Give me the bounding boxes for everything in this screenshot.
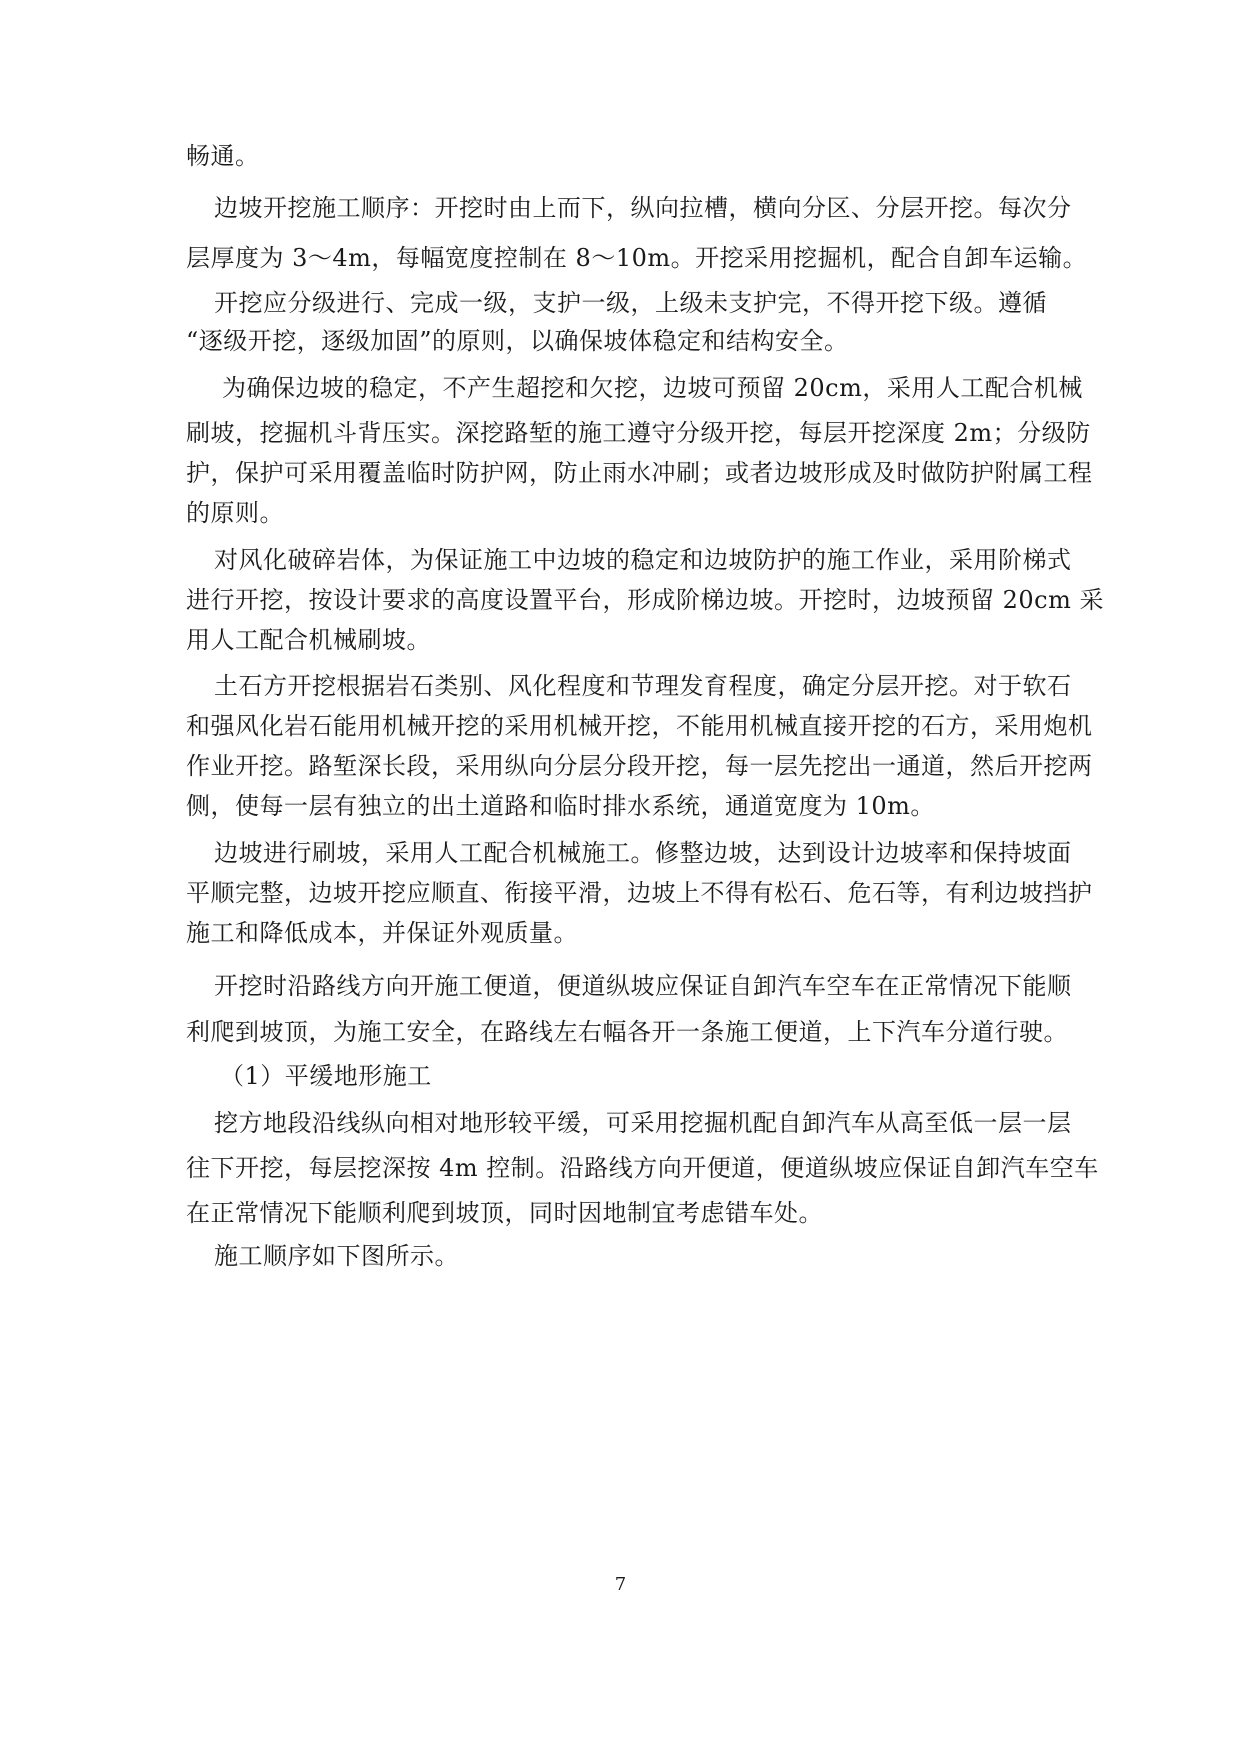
text-line: 层厚度为 3～4m，每幅宽度控制在 8～10m。开挖采用挖掘机，配合自卸车运输。 (186, 244, 1088, 272)
page-number: 7 (614, 1574, 627, 1595)
text-line: 利爬到坡顶，为施工安全，在路线左右幅各开一条施工便道，上下汽车分道行驶。 (186, 1018, 1068, 1046)
text-line: 对风化破碎岩体，为保证施工中边坡的稳定和边坡防护的施工作业，采用阶梯式 (214, 546, 1072, 574)
text-line: 往下开挖，每层挖深按 4m 控制。沿路线方向开便道，便道纵坡应保证自卸汽车空车 (186, 1154, 1099, 1182)
text-line: 土石方开挖根据岩石类别、风化程度和节理发育程度，确定分层开挖。对于软石 (214, 672, 1072, 700)
section-heading: （1）平缓地形施工 (220, 1062, 432, 1090)
text-line: 护，保护可采用覆盖临时防护网，防止雨水冲刷；或者边坡形成及时做防护附属工程 (186, 459, 1093, 487)
text-line: 开挖应分级进行、完成一级，支护一级，上级未支护完，不得开挖下级。遵循 (214, 289, 1047, 317)
text-line: 挖方地段沿线纵向相对地形较平缓，可采用挖掘机配自卸汽车从高至低一层一层 (214, 1109, 1072, 1137)
text-line: 边坡开挖施工顺序：开挖时由上而下，纵向拉槽，横向分区、分层开挖。每次分 (214, 194, 1072, 222)
text-line: 在正常情况下能顺利爬到坡顶，同时因地制宜考虑错车处。 (186, 1199, 823, 1227)
text-line: 和强风化岩石能用机械开挖的采用机械开挖，不能用机械直接开挖的石方，采用炮机 (186, 712, 1093, 740)
text-line: 侧，使每一层有独立的出土道路和临时排水系统，通道宽度为 10m。 (186, 792, 935, 820)
text-line: 边坡进行刷坡，采用人工配合机械施工。修整边坡，达到设计边坡率和保持坡面 (214, 839, 1072, 867)
text-line: 畅通。 (186, 142, 260, 170)
text-line: 施工顺序如下图所示。 (214, 1242, 459, 1270)
text-line: 作业开挖。路堑深长段，采用纵向分层分段开挖，每一层先挖出一通道，然后开挖两 (186, 752, 1093, 780)
text-line: 刷坡，挖掘机斗背压实。深挖路堑的施工遵守分级开挖，每层开挖深度 2m；分级防 (186, 419, 1091, 447)
text-line: 的原则。 (186, 499, 284, 527)
text-line: 开挖时沿路线方向开施工便道，便道纵坡应保证自卸汽车空车在正常情况下能顺 (214, 972, 1072, 1000)
text-line: 为确保边坡的稳定，不产生超挖和欠挖，边坡可预留 20cm，采用人工配合机械 (222, 374, 1083, 402)
text-line: 进行开挖，按设计要求的高度设置平台，形成阶梯边坡。开挖时，边坡预留 20cm 采 (186, 586, 1104, 614)
text-line: “逐级开挖，逐级加固”的原则，以确保坡体稳定和结构安全。 (186, 327, 849, 355)
text-line: 施工和降低成本，并保证外观质量。 (186, 919, 578, 947)
text-line: 平顺完整，边坡开挖应顺直、衔接平滑，边坡上不得有松石、危石等，有利边坡挡护 (186, 879, 1093, 907)
text-line: 用人工配合机械刷坡。 (186, 626, 431, 654)
